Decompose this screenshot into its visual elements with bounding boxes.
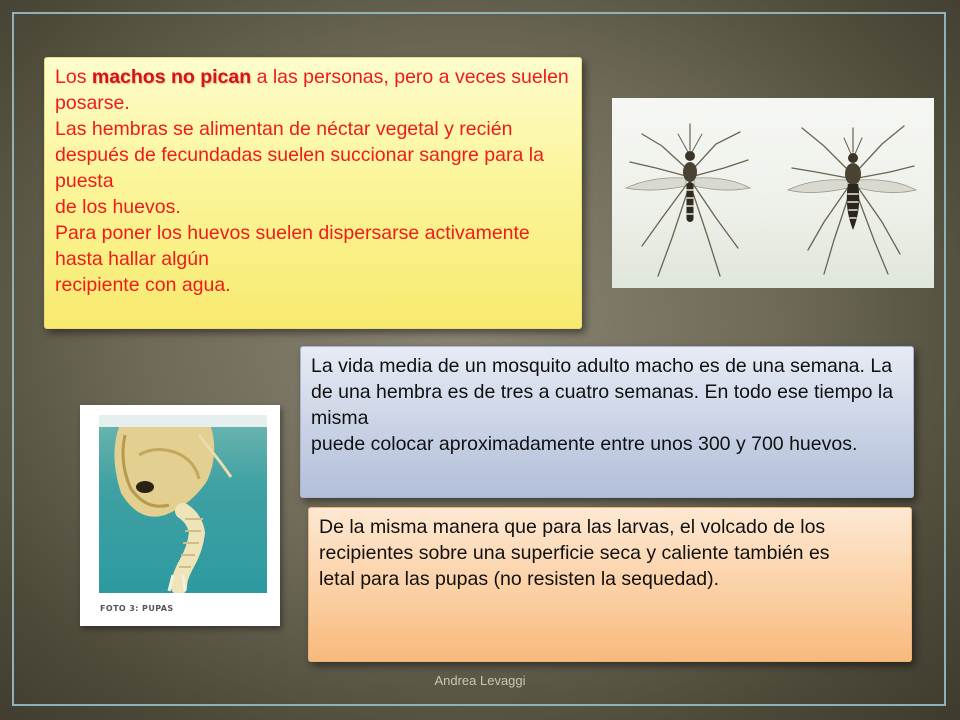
mosquito-photo (612, 98, 934, 288)
text-line: De la misma manera que para las larvas, el volcado de los (319, 516, 826, 538)
mosquitoes-illustration (612, 98, 934, 288)
mosquito-female (788, 126, 916, 274)
highlight-machos-no-pican: machos no pican (91, 66, 252, 88)
pupa-photo-card (80, 405, 280, 626)
paragraph-machos (55, 64, 571, 116)
text-line: a las personas, pero a veces suelen posarse. (55, 66, 569, 114)
mosquito-male (626, 124, 750, 276)
text-line: de los huevos. (55, 196, 181, 218)
text-line: letal para las pupas (no resisten la sequedad). (319, 568, 719, 590)
text-line: La vida media de un mosquito adulto macho es de una semana. La de una hembra es de tres a cuatro semanas. En todo ese tiempo la misma (311, 355, 894, 429)
text-line: recipientes sobre una superficie seca y caliente también es (319, 542, 830, 564)
text-line: Para poner los huevos suelen dispersarse activamente hasta hallar algún (55, 222, 530, 270)
text-box-volcado (308, 507, 912, 662)
text-line: recipiente con agua. (55, 274, 231, 296)
text-line: Las hembras se alimentan de néctar vegetal y recién después de fecundadas suelen succionar sangre para la puesta (55, 118, 544, 192)
text-box-vida-media (300, 346, 914, 498)
text-prefix: Los (55, 66, 92, 88)
footer-author: Andrea Levaggi (434, 673, 526, 688)
pupa-caption: FOTO 3: PUPAS (100, 604, 174, 613)
pupa-photo (99, 415, 267, 593)
text-box-machos (44, 57, 582, 329)
pupa-illustration (99, 415, 267, 593)
text-line: puede colocar aproximadamente entre unos 300 y 700 huevos. (311, 433, 858, 455)
